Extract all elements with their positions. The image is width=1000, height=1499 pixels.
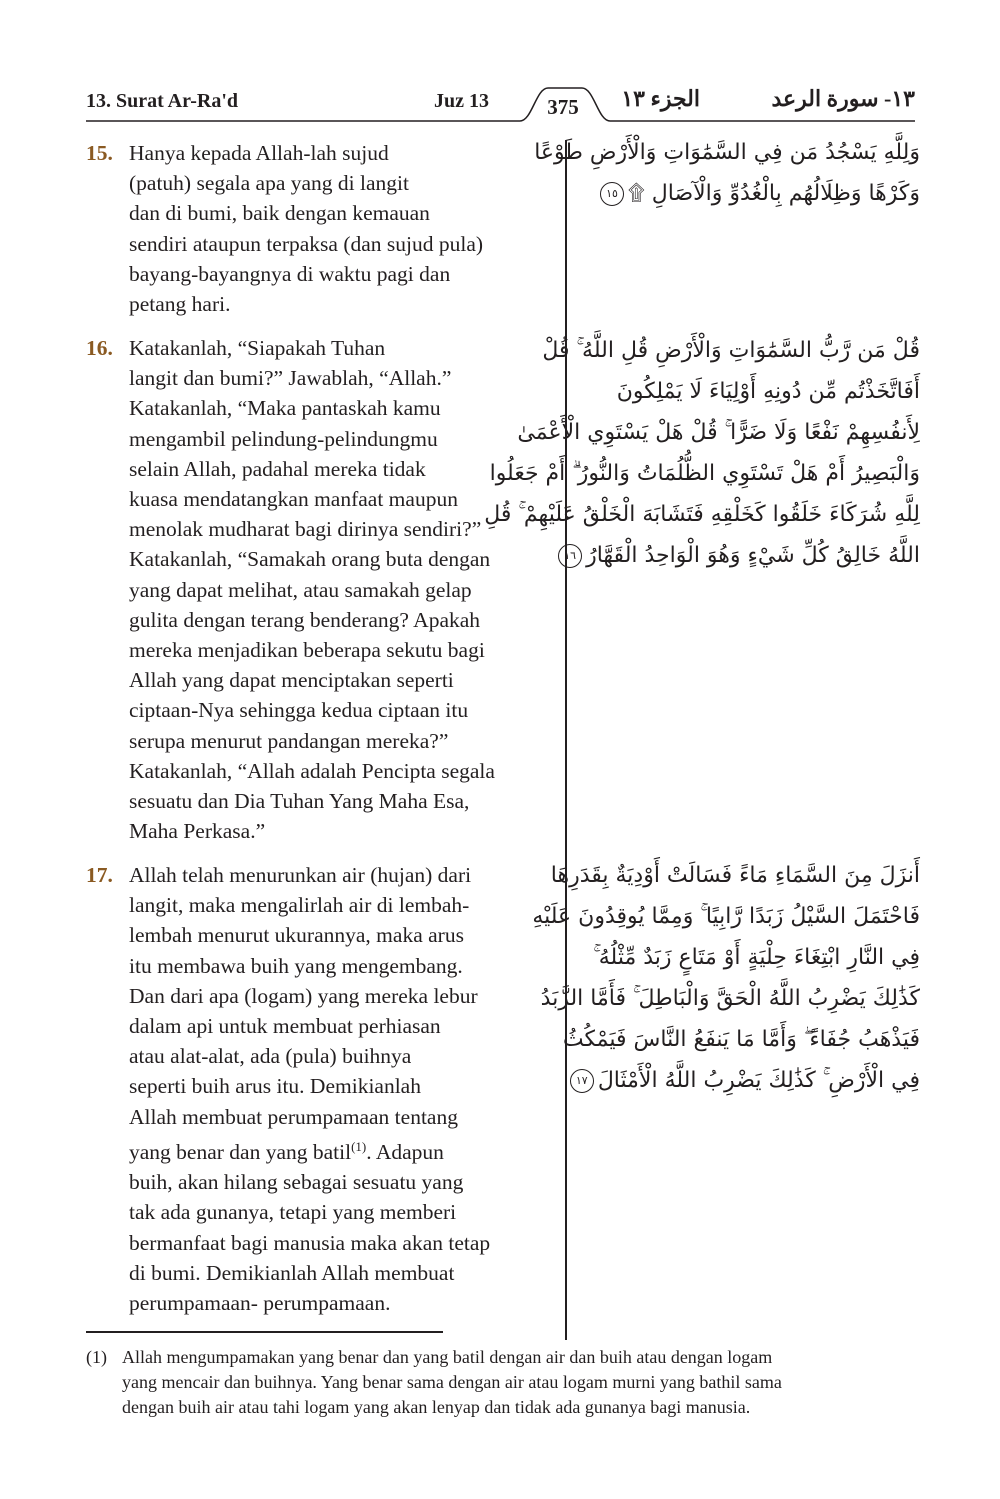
- arabic-line: لِأَنفُسِهِمْ نَفْعًا وَلَا ضَرًّا ۚ قُلْ هَلْ يَسْتَوِي الْأَعْمَىٰ: [517, 420, 920, 445]
- verse-number: 16.: [86, 336, 113, 360]
- arabic-line: فَاحْتَمَلَ السَّيْلُ زَبَدًا رَّابِيًا ۚ وَمِمَّا يُوقِدُونَ عَلَيْهِ: [532, 904, 920, 929]
- arabic-line: وَالْبَصِيرُ أَمْ هَلْ تَسْتَوِي الظُّلُمَاتُ وَالنُّورُ ۗ أَمْ جَعَلُوا: [489, 461, 920, 486]
- juz-label-latin: Juz 13: [434, 90, 489, 112]
- arabic-line: أَفَاتَّخَذْتُم مِّن دُونِهِ أَوْلِيَاءَ لَا يَمْلِكُونَ: [616, 379, 920, 404]
- verse-end-marker: ١٦: [558, 544, 582, 568]
- surah-title-latin: 13. Surat Ar-Ra'd: [86, 90, 239, 112]
- footnote-number: (1): [86, 1347, 107, 1367]
- verse-end-marker: ١٧: [570, 1069, 594, 1093]
- arabic-line: فَيَذْهَبُ جُفَاءً ۖ وَأَمَّا مَا يَنفَعُ النَّاسَ فَيَمْكُثُ: [562, 1027, 920, 1052]
- footnote-reference[interactable]: (1): [351, 1138, 367, 1154]
- arabic-line: فِي النَّارِ ابْتِغَاءَ حِلْيَةٍ أَوْ مَتَاعٍ زَبَدٌ مِّثْلُهُ ۚ: [593, 945, 920, 970]
- arabic-line-last: فِي الْأَرْضِ ۚ كَذَٰلِكَ يَضْرِبُ اللَّهُ الْأَمْثَالَ١٧: [575, 1060, 920, 1101]
- arabic-line: وَلِلَّهِ يَسْجُدُ مَن فِي السَّمَٰوَاتِ وَالْأَرْضِ طَوْعًا: [534, 140, 920, 165]
- arabic-line-last: وَكَرْهًا وَظِلَالُهُم بِالْغُدُوِّ وَالْآصَالِ ۩١٥: [575, 173, 920, 214]
- verse-text: Allah telah menurunkan air (hujan) dari langit, maka mengalirlah air di lembah- lembah menurut ukurannya, maka arus itu membawa buih yang mengembang. Dan dari apa (logam) yang mereka lebur dalam api untuk membuat perhiasan atau alat-alat, ada (pula) buihnya seperti buih arus itu. Demikianlah Allah membuat perumpamaan tentang yang benar dan yang batil$^{(1)}$. Adapun buih, akan hilang sebagai sesuatu yang tak ada gunanya, tetapi yang memberi bermanfaat bagi manusia maka akan tetap di bumi. Demikianlah Allah membuat perumpamaan- perumpamaan.: [129, 863, 491, 1315]
- verse-number: 17.: [86, 863, 113, 887]
- footnote-rule: [86, 1331, 443, 1333]
- footnote-text: Allah mengumpamakan yang benar dan yang batil dengan air dan buih atau dengan logam yang mencair dan buihnya. Yang benar sama dengan air atau logam murni yang bathil sama dengan buih air atau tahi logam yang akan lenyap dan tidak ada gunanya bagi manusia.: [122, 1347, 782, 1417]
- arabic-line: أَنزَلَ مِنَ السَّمَاءِ مَاءً فَسَالَتْ أَوْدِيَةٌ بِقَدَرِهَا: [550, 863, 920, 888]
- verse-16-arabic: [484, 330, 920, 576]
- arabic-line: قُلْ مَن رَّبُّ السَّمَٰوَاتِ وَالْأَرْضِ قُلِ اللَّهُ ۚ قُلْ: [542, 338, 920, 363]
- verse-number: 15.: [86, 141, 113, 165]
- arabic-line: كَذَٰلِكَ يَضْرِبُ اللَّهُ الْحَقَّ وَالْبَاطِلَ ۚ فَأَمَّا الزَّبَدُ: [540, 986, 920, 1011]
- verse-end-marker: ١٥: [600, 182, 624, 206]
- page-number: 375: [547, 95, 579, 119]
- verse-text: Katakanlah, “Siapakah Tuhan langit dan bumi?” Jawablah, “Allah.” Katakanlah, “Maka pantaskah kamu mengambil pelindung-pelindungmu selain Allah, padahal mereka tidak kuasa mendatangkan manfaat maupun menolak mudharat bagi dirinya sendiri?” Katakanlah, “Samakah orang buta dengan yang dapat melihat, atau samakah gelap gulita dengan terang benderang? Apakah mereka menjadikan beberapa sekutu bagi Allah yang dapat menciptakan seperti ciptaan-Nya sehingga kedua ciptaan itu serupa menurut pandangan mereka?” Katakanlah, “Allah adalah Pencipta segala sesuatu dan Dia Tuhan Yang Maha Esa, Maha Perkasa.”: [129, 336, 495, 844]
- header-rule: [0, 0, 1000, 140]
- arabic-line-last: اللَّهُ خَالِقُ كُلِّ شَيْءٍ وَهُوَ الْوَاحِدُ الْقَهَّارُ١٦: [575, 535, 920, 576]
- verse-text: Hanya kepada Allah-lah sujud (patuh) segala apa yang di langit dan di bumi, baik dengan kemauan sendiri ataupun terpaksa (dan sujud pula) bayang-bayangnya di waktu pagi dan petang hari.: [129, 141, 484, 317]
- arabic-line: لِلَّهِ شُرَكَاءَ خَلَقُوا كَخَلْقِهِ فَتَشَابَهَ الْخَلْقُ عَلَيْهِمْ ۚ قُلِ: [484, 502, 920, 527]
- verse-17-arabic: [532, 855, 920, 1101]
- verse-15-arabic: [534, 132, 920, 214]
- juz-label-arabic: الجزء ١٣: [621, 86, 700, 111]
- surah-title-arabic: ١٣- سورة الرعد: [771, 86, 915, 111]
